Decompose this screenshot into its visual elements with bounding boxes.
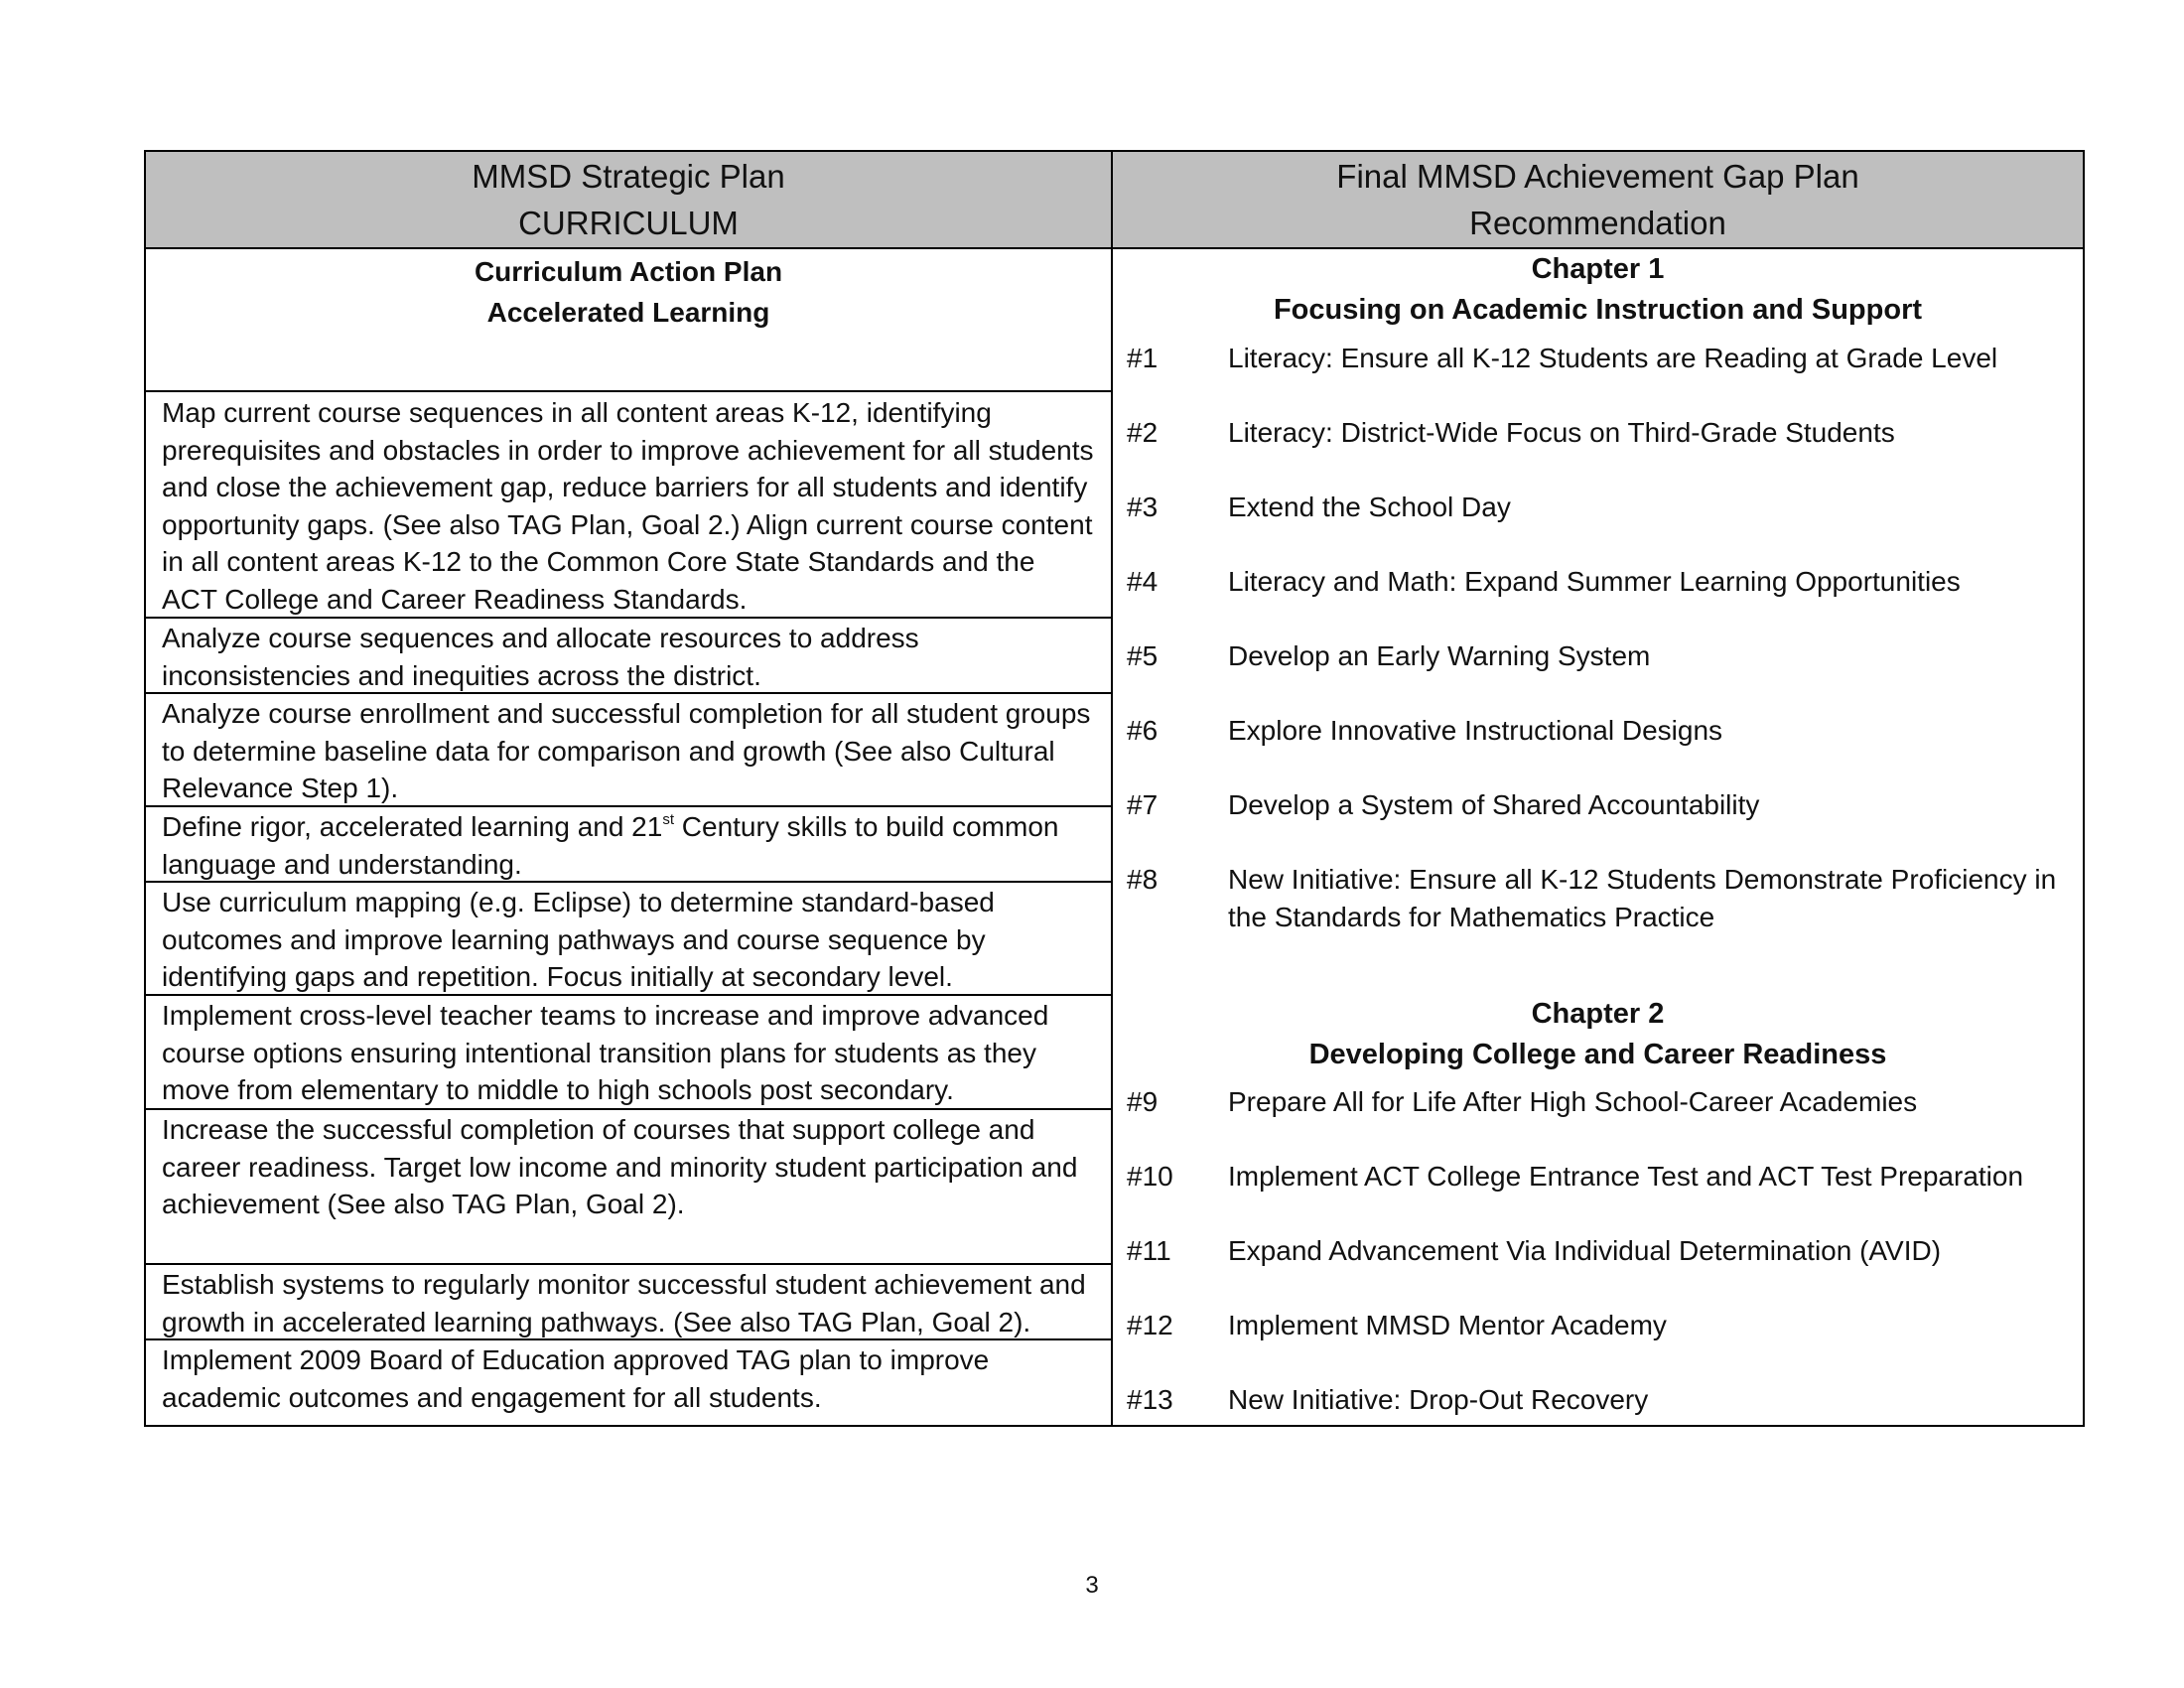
recommendation-item (1127, 712, 2069, 750)
recommendation-text: Implement MMSD Mentor Academy (1228, 1310, 1667, 1340)
recommendation-number: #8 (1127, 864, 1159, 895)
chapter-1-title: Focusing on Academic Instruction and Support (1273, 294, 1923, 326)
recommendation-number: #7 (1127, 789, 1159, 820)
action-item (146, 883, 1111, 996)
action-item-text: Map current course sequences in all content areas K-12, identifying prerequisites and obstacles in order to improve achievement for all students and close the achievement gap, reduce barriers for all students and identify opportunity gaps. (See also TAG Plan, Goal 2.) Align current course content in all content areas K-12 to the Common Core State Standards and the ACT College and Career Readiness Standards. (162, 397, 1094, 615)
action-item (146, 392, 1111, 619)
recommendation-text: Implement ACT College Entrance Test and ACT Test Preparation (1228, 1161, 2024, 1192)
chapter-2-heading (1113, 994, 2083, 1075)
header-right-line1: Final MMSD Achievement Gap Plan (1336, 158, 1859, 195)
comparison-table (144, 150, 2085, 1427)
recommendation-number: #3 (1127, 492, 1159, 522)
chapter-1-label: Chapter 1 (1531, 253, 1665, 285)
recommendation-text: Expand Advancement Via Individual Determination (AVID) (1228, 1235, 1942, 1266)
action-item-text: Analyze course sequences and allocate resources to address inconsistencies and inequities across the district. (162, 623, 919, 691)
recommendation-text: Literacy: District-Wide Focus on Third-Grade Students (1228, 417, 1895, 448)
action-item (146, 996, 1111, 1110)
recommendation-item (1127, 1232, 2069, 1270)
recommendation-number: #11 (1127, 1235, 1171, 1266)
header-strategic-plan (146, 152, 1111, 247)
rigor-superscript: st (662, 811, 674, 828)
recommendation-item (1127, 414, 2069, 452)
left-title-line1: Curriculum Action Plan (474, 256, 783, 287)
action-item-text: Implement 2009 Board of Education approved TAG plan to improve academic outcomes and engagement for all students. (162, 1344, 990, 1413)
recommendation-item (1127, 1381, 2069, 1419)
rigor-text-before: Define rigor, accelerated learning and 21 (162, 811, 663, 842)
action-item-rigor (146, 807, 1111, 883)
action-item-text: Increase the successful completion of courses that support college and career readiness. Target low income and minority student participation and achievement (See also TAG Plan, Goal 2). (162, 1114, 1078, 1219)
chapter-2-label: Chapter 2 (1531, 998, 1665, 1030)
recommendation-text: Develop an Early Warning System (1228, 640, 1651, 671)
header-achievement-gap-plan (1113, 152, 2083, 247)
action-item-text: Establish systems to regularly monitor successful student achievement and growth in accelerated learning pathways. (See also TAG Plan, Goal 2). (162, 1269, 1086, 1337)
recommendation-text: Extend the School Day (1228, 492, 1511, 522)
recommendation-number: #4 (1127, 566, 1159, 597)
recommendation-item (1127, 563, 2069, 601)
chapter-1-heading (1113, 249, 2083, 331)
table-header-row (146, 152, 2083, 249)
chapter-2-title: Developing College and Career Readiness (1308, 1039, 1887, 1070)
recommendation-text: New Initiative: Ensure all K-12 Students Demonstrate Proficiency in the Standards for Mathematics Practice (1228, 864, 2057, 932)
recommendation-number: #10 (1127, 1161, 1173, 1192)
curriculum-action-plan-title (146, 249, 1111, 392)
recommendation-number: #12 (1127, 1310, 1173, 1340)
recommendation-item (1127, 1158, 2069, 1196)
action-item (146, 619, 1111, 694)
page-number: 3 (1085, 1572, 1099, 1599)
recommendation-text: Prepare All for Life After High School-Career Academies (1228, 1086, 1918, 1117)
left-title-line2: Accelerated Learning (486, 297, 770, 328)
recommendation-number: #9 (1127, 1086, 1159, 1117)
action-item (146, 1110, 1111, 1265)
action-item (146, 694, 1111, 807)
recommendation-text: Develop a System of Shared Accountability (1228, 789, 1760, 820)
recommendation-text: New Initiative: Drop-Out Recovery (1228, 1384, 1649, 1415)
recommendation-number: #6 (1127, 715, 1159, 746)
action-item (146, 1340, 1111, 1425)
recommendation-item (1127, 1307, 2069, 1344)
recommendation-number: #2 (1127, 417, 1159, 448)
action-item (146, 1265, 1111, 1340)
action-item-text: Use curriculum mapping (e.g. Eclipse) to determine standard-based outcomes and improve learning pathways and course sequence by identifying gaps and repetition. Focus initially at secondary level. (162, 887, 995, 992)
recommendation-item (1127, 786, 2069, 824)
recommendation-item (1127, 489, 2069, 526)
recommendation-number: #13 (1127, 1384, 1173, 1415)
recommendation-number: #5 (1127, 640, 1159, 671)
header-left-line1: MMSD Strategic Plan (472, 158, 785, 195)
recommendation-item (1127, 1083, 2069, 1121)
recommendation-item (1127, 637, 2069, 675)
recommendation-number: #1 (1127, 343, 1159, 373)
recommendation-text: Literacy: Ensure all K-12 Students are Reading at Grade Level (1228, 343, 1998, 373)
action-item-text: Analyze course enrollment and successful completion for all student groups to determine baseline data for comparison and growth (See also Cultural Relevance Step 1). (162, 698, 1091, 803)
header-left-line2: CURRICULUM (518, 205, 739, 241)
header-right-line2: Recommendation (1469, 205, 1726, 241)
recommendation-text: Explore Innovative Instructional Designs (1228, 715, 1723, 746)
achievement-gap-recommendations-column (1113, 249, 2083, 1425)
recommendation-item (1127, 340, 2069, 377)
recommendation-item (1127, 861, 2069, 935)
recommendation-text: Literacy and Math: Expand Summer Learning Opportunities (1228, 566, 1961, 597)
curriculum-action-plan-column (146, 249, 1111, 1425)
action-item-text: Implement cross-level teacher teams to increase and improve advanced course options ensuring intentional transition plans for students as they move from elementary to middle to high schools post secondary. (162, 1000, 1049, 1105)
rigor-text-after: Century skills to build common language and understanding. (162, 811, 1059, 880)
